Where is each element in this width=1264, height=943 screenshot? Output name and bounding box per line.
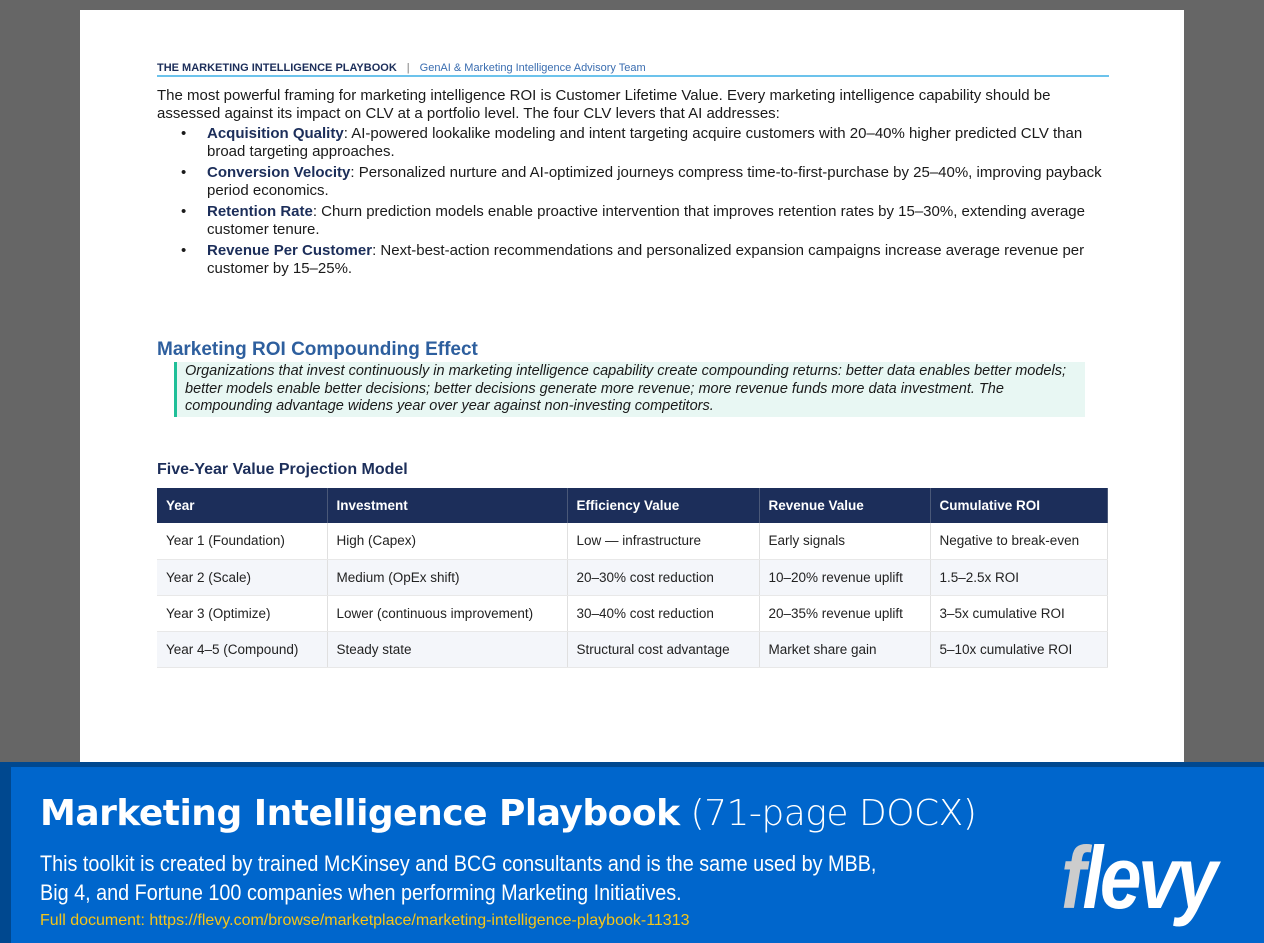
bullet-text: : AI-powered lookalike modeling and intent targeting acquire customers with 20–40% higher predicted CLV than broad targeting approaches. — [207, 125, 1083, 160]
table-cell: Medium (OpEx shift) — [327, 559, 567, 595]
banner-title-main: Marketing Intelligence Playbook — [40, 793, 680, 834]
table-cell: 30–40% cost reduction — [567, 595, 759, 631]
table-cell: 20–35% revenue uplift — [759, 595, 930, 631]
list-item — [157, 164, 1109, 200]
table-cell: 20–30% cost reduction — [567, 559, 759, 595]
callout-quote: Organizations that invest continuously in marketing intelligence capability create compounding returns: better data enables better models; better models enable better decisions; better decisions generate more revenue; more revenue funds more data investment. The compounding advantage widens year over year against non-investing competitors. — [174, 362, 1085, 417]
bullet-term: Revenue Per Customer — [207, 242, 373, 259]
table-cell: 1.5–2.5x ROI — [930, 559, 1108, 595]
intro-paragraph: The most powerful framing for marketing intelligence ROI is Customer Lifetime Value. Every marketing intelligence capability should be assessed against its impact on CLV at a portfolio level. The four CLV levers that AI addresses: — [157, 87, 1051, 122]
banner-description — [40, 849, 876, 907]
bullet-term: Retention Rate — [207, 203, 313, 220]
bullet-term: Acquisition Quality — [207, 125, 344, 142]
bullet-text: : Personalized nurture and AI-optimized journeys compress time-to-first-purchase by 25–40%, improving payback period economics. — [207, 164, 1102, 199]
table-cell: Lower (continuous improvement) — [327, 595, 567, 631]
column-header: Revenue Value — [759, 488, 930, 523]
table-cell: Low — infrastructure — [567, 523, 759, 559]
banner-title — [40, 793, 976, 834]
promo-banner — [0, 762, 1264, 943]
column-header: Efficiency Value — [567, 488, 759, 523]
list-item — [157, 203, 1109, 239]
header-title: THE MARKETING INTELLIGENCE PLAYBOOK — [157, 62, 397, 74]
banner-title-sub: (71-page DOCX) — [690, 793, 977, 834]
banner-desc-line: Big 4, and Fortune 100 companies when performing Marketing Initiatives. — [40, 880, 682, 905]
table-cell: Year 2 (Scale) — [157, 559, 327, 595]
flevy-logo: flevy — [1061, 828, 1215, 927]
table-row — [157, 523, 1108, 559]
table-row — [157, 559, 1108, 595]
table-cell: Year 3 (Optimize) — [157, 595, 327, 631]
table-row — [157, 631, 1108, 667]
column-header: Investment — [327, 488, 567, 523]
running-header — [157, 62, 1109, 77]
document-link[interactable]: Full document: https://flevy.com/browse/marketplace/marketing-intelligence-playbook-11313 — [40, 912, 690, 929]
table-cell: Year 4–5 (Compound) — [157, 631, 327, 667]
table-header-row — [157, 488, 1108, 523]
table-row — [157, 595, 1108, 631]
bullet-text: : Churn prediction models enable proactive intervention that improves retention rates by 15–30%, extending average customer tenure. — [207, 203, 1085, 238]
intro-section — [157, 87, 1109, 281]
value-projection-table — [157, 488, 1108, 668]
table-title: Five-Year Value Projection Model — [157, 461, 408, 478]
column-header: Year — [157, 488, 327, 523]
table-cell: Market share gain — [759, 631, 930, 667]
bullet-term: Conversion Velocity — [207, 164, 351, 181]
table-cell: 10–20% revenue uplift — [759, 559, 930, 595]
document-page — [80, 10, 1184, 762]
table-cell: 5–10x cumulative ROI — [930, 631, 1108, 667]
column-header: Cumulative ROI — [930, 488, 1108, 523]
table-cell: Structural cost advantage — [567, 631, 759, 667]
banner-desc-line: This toolkit is created by trained McKinsey and BCG consultants and is the same used by MBB, — [40, 851, 877, 876]
header-team: GenAI & Marketing Intelligence Advisory Team — [419, 62, 646, 74]
clv-levers-list — [157, 125, 1109, 278]
table-cell: Steady state — [327, 631, 567, 667]
bullet-text: : Next-best-action recommendations and personalized expansion campaigns increase average revenue per customer by 15–25%. — [207, 242, 1085, 277]
section-heading: Marketing ROI Compounding Effect — [157, 339, 478, 360]
table-cell: Early signals — [759, 523, 930, 559]
header-separator: | — [406, 62, 410, 74]
table-cell: 3–5x cumulative ROI — [930, 595, 1108, 631]
table-cell: Year 1 (Foundation) — [157, 523, 327, 559]
list-item — [157, 242, 1109, 278]
table-cell: Negative to break-even — [930, 523, 1108, 559]
table-cell: High (Capex) — [327, 523, 567, 559]
list-item — [157, 125, 1109, 161]
